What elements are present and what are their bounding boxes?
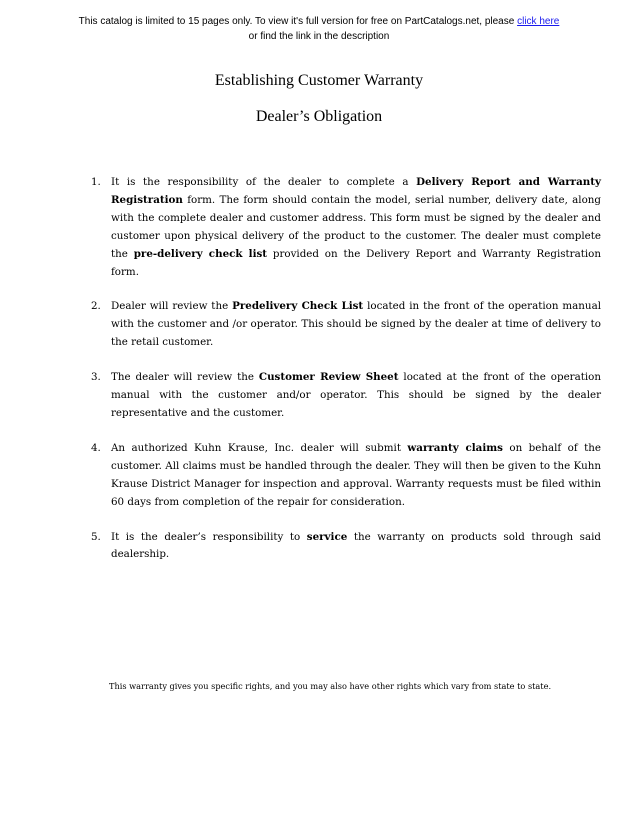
warranty-rights-note: This warranty gives you specific rights, and you may also have other rights which vary from state to state. xyxy=(109,681,552,691)
obligation-item xyxy=(91,369,601,423)
click-here-link[interactable]: click here xyxy=(517,16,560,27)
item-text: located at the front of the operation manual with the customer and/or operator. This should be signed by the dealer representative and the customer. xyxy=(111,371,602,419)
obligation-item xyxy=(91,529,601,565)
item-text: An authorized Kuhn Krause, Inc. dealer will submit xyxy=(111,441,408,454)
obligation-item xyxy=(91,440,601,512)
item-text: located in the front of the operation manual with the customer and /or operator. This should be signed by the dealer at time of delivery to the retail customer. xyxy=(111,300,601,349)
item-emphasis-text: service xyxy=(306,530,348,543)
obligation-item xyxy=(91,174,601,281)
catalog-notice-text: This catalog is limited to 15 pages only. To view it's full version for free on PartCatalogs.net, please xyxy=(78,16,518,27)
item-text: It is the responsibility of the dealer to complete a xyxy=(111,176,417,188)
item-emphasis-text: Customer Review Sheet xyxy=(258,371,399,384)
catalog-notice-banner xyxy=(0,14,638,44)
item-number: 4. xyxy=(91,441,101,454)
item-emphasis-text: warranty claims xyxy=(407,441,503,454)
item-emphasis-text: pre-delivery check list xyxy=(133,247,268,260)
item-number: 5. xyxy=(91,530,101,543)
catalog-notice-line-1 xyxy=(0,14,638,29)
item-number: 1. xyxy=(91,176,101,188)
item-emphasis-text: Predelivery Check List xyxy=(232,300,364,313)
catalog-notice-line-2: or find the link in the description xyxy=(248,31,390,42)
item-emphasis-text: Delivery Report and Warranty Registration xyxy=(111,176,601,206)
item-text: on behalf of the customer. All claims must be handled through the dealer. They will then be given to the Kuhn Krause District Manager for inspection and approval. Warranty requests must be filed within 60 days from completion of the repair for consideration. xyxy=(111,441,602,508)
item-text: provided on the Delivery Report and Warranty Registration form. xyxy=(111,247,601,278)
item-text: form. The form should contain the model, serial number, delivery date, along with the complete dealer and customer address. This form must be signed by the dealer and customer upon physical delivery of the product to the customer. The dealer must complete the xyxy=(111,193,601,260)
item-number: 2. xyxy=(91,300,101,313)
item-text: The dealer will review the xyxy=(111,371,259,384)
document-title: Establishing Customer Warranty xyxy=(214,72,424,89)
item-text: Dealer will review the xyxy=(111,300,233,313)
obligation-item xyxy=(91,298,601,352)
item-text: the warranty on products sold through said dealership. xyxy=(111,530,601,561)
item-number: 3. xyxy=(91,371,101,384)
obligation-list xyxy=(91,174,601,581)
item-text: It is the dealer’s responsibility to xyxy=(111,530,307,543)
document-subtitle: Dealer’s Obligation xyxy=(255,108,383,125)
